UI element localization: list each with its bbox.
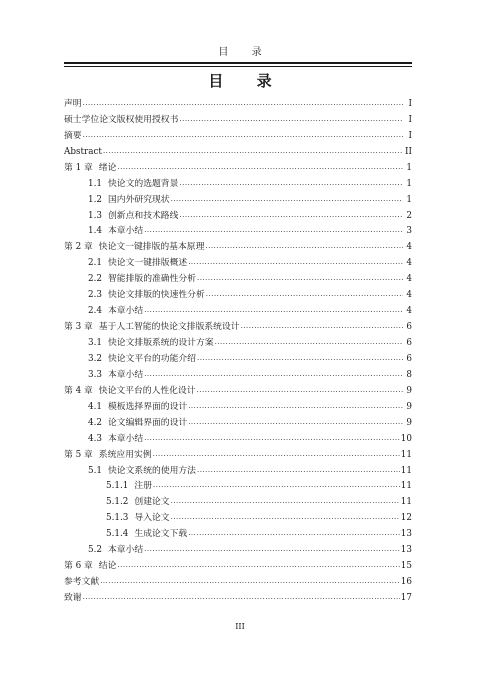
toc-entry[interactable] bbox=[64, 158, 412, 174]
toc-entry-number: 4.3 bbox=[88, 433, 102, 444]
toc-entry-text: 导入论文 bbox=[134, 513, 170, 524]
toc-entry[interactable] bbox=[64, 588, 412, 604]
toc-leader-dots bbox=[215, 337, 403, 348]
toc-entry-label-group bbox=[88, 211, 178, 222]
toc-leader-dots bbox=[188, 257, 403, 268]
toc-entry-number: 第 4 章 bbox=[64, 385, 93, 396]
toc-entry-text: 系统应用实例 bbox=[98, 449, 152, 460]
toc-entry-number: 2.2 bbox=[88, 274, 102, 285]
toc-leader-dots bbox=[197, 273, 403, 284]
toc-entry-label-group bbox=[88, 195, 170, 206]
toc-entry-number: 2.3 bbox=[88, 290, 102, 301]
header-rule-thick bbox=[64, 62, 412, 64]
toc-entry-text: 快论文的选题背景 bbox=[108, 178, 179, 189]
toc-entry-page: 6 bbox=[406, 338, 412, 348]
toc-entry-number: 第 1 章 bbox=[64, 162, 93, 173]
toc-entry-page: 6 bbox=[406, 322, 412, 333]
toc-entry-page: 4 bbox=[406, 290, 412, 301]
toc-entry-page: 4 bbox=[406, 306, 412, 317]
toc-entry[interactable] bbox=[64, 317, 412, 333]
toc-entry-label-group bbox=[64, 322, 240, 333]
toc-entry-label-group bbox=[88, 402, 187, 413]
toc-leader-dots bbox=[117, 560, 399, 571]
toc-entry-label-group bbox=[64, 561, 116, 572]
toc-entry[interactable] bbox=[64, 301, 412, 317]
toc-entry-label-group bbox=[88, 338, 214, 349]
toc-entry-text: 硕士学位论文版权使用授权书 bbox=[64, 114, 179, 125]
toc-leader-dots bbox=[83, 592, 400, 603]
toc-entry[interactable] bbox=[64, 397, 412, 413]
toc-entry[interactable] bbox=[64, 540, 412, 556]
toc-entry-label-group bbox=[88, 370, 143, 381]
toc-entry-label-group bbox=[88, 290, 205, 301]
toc-entry[interactable] bbox=[64, 126, 412, 142]
toc-entry-number: 第 5 章 bbox=[64, 449, 93, 460]
toc-entry[interactable] bbox=[64, 508, 412, 524]
toc-entry-page: I bbox=[408, 130, 412, 141]
toc-entry-page: 4 bbox=[406, 258, 412, 269]
toc-entry[interactable] bbox=[64, 269, 412, 285]
toc-entry-number: 第 6 章 bbox=[64, 561, 93, 572]
toc-leader-dots bbox=[83, 98, 403, 109]
toc-entry[interactable] bbox=[64, 477, 412, 493]
toc-entry[interactable] bbox=[64, 174, 412, 190]
toc-entry[interactable] bbox=[64, 253, 412, 269]
toc-entry-page: 13 bbox=[400, 529, 412, 540]
toc-entry-page: 15 bbox=[400, 561, 412, 572]
toc-leader-dots bbox=[153, 449, 400, 460]
toc-entry-label-group bbox=[88, 418, 187, 429]
toc-entry[interactable] bbox=[64, 333, 412, 349]
toc-leader-dots bbox=[179, 178, 403, 189]
toc-entry-page: I bbox=[408, 98, 412, 109]
toc-entry[interactable] bbox=[64, 190, 412, 206]
toc-leader-dots bbox=[179, 210, 403, 221]
toc-entry-page: 1 bbox=[406, 162, 412, 173]
toc-entry-label-group bbox=[88, 226, 143, 237]
toc-entry-text: 致谢 bbox=[64, 593, 82, 603]
toc-leader-dots bbox=[197, 385, 403, 396]
toc-entry-number: 1.1 bbox=[88, 178, 102, 189]
toc-entry-text: 国内外研究现状 bbox=[108, 194, 170, 205]
toc-leader-dots bbox=[100, 576, 400, 587]
toc-entry-text: 论文编辑界面的设计 bbox=[108, 417, 188, 428]
toc-entry-label-group bbox=[64, 131, 82, 142]
toc-entry-page: I bbox=[408, 114, 412, 125]
toc-entry-text: 摘要 bbox=[64, 130, 82, 141]
toc-leader-dots bbox=[179, 114, 403, 125]
toc-entry[interactable] bbox=[64, 365, 412, 381]
toc-entry-label-group bbox=[88, 466, 196, 477]
toc-entry-label-group bbox=[64, 115, 178, 126]
toc-leader-dots bbox=[153, 480, 400, 491]
toc-entry-number: 1.3 bbox=[88, 210, 102, 221]
toc-entry-number: 2.1 bbox=[88, 258, 102, 269]
toc-entry-page: 11 bbox=[400, 465, 412, 476]
toc-entry-text: 快论文排版系统的设计方案 bbox=[108, 338, 214, 348]
toc-entry-label-group bbox=[64, 147, 102, 158]
toc-entry[interactable] bbox=[64, 237, 412, 253]
toc-entry-text: 结论 bbox=[98, 561, 117, 572]
toc-entry-number: 2.4 bbox=[88, 306, 102, 317]
toc-entry-text: 基于人工智能的快论文排版系统设计 bbox=[98, 322, 240, 333]
toc-entry-text: 本章小结 bbox=[108, 545, 144, 556]
toc-entry-label-group bbox=[88, 274, 196, 285]
toc-title: 目 录 bbox=[208, 72, 286, 90]
toc-entry[interactable] bbox=[64, 206, 412, 222]
toc-entry-label-group bbox=[64, 242, 204, 253]
toc-entry[interactable] bbox=[64, 445, 412, 461]
toc-entry-page: 9 bbox=[406, 417, 412, 428]
toc-leader-dots bbox=[188, 401, 403, 412]
toc-entry-text: 快论文系统的使用方法 bbox=[108, 465, 196, 476]
toc-entry-text: 本章小结 bbox=[108, 433, 144, 444]
toc-entry-page: 6 bbox=[406, 353, 412, 364]
toc-entry-page: 10 bbox=[400, 433, 412, 444]
toc-leader-dots bbox=[144, 225, 403, 236]
toc-entry-label-group bbox=[88, 179, 178, 190]
toc-leader-dots bbox=[144, 369, 403, 380]
toc-entry-text: 声明 bbox=[64, 98, 82, 109]
toc-entry[interactable] bbox=[64, 94, 412, 110]
toc-entry-text: 快论文一键排版的基本原理 bbox=[98, 242, 205, 253]
toc-entry-page: 2 bbox=[406, 210, 412, 221]
toc-leader-dots bbox=[188, 417, 403, 428]
toc-entry[interactable] bbox=[64, 110, 412, 126]
toc-entry-page: 3 bbox=[406, 226, 412, 237]
toc-entry-text: 快论文平台的人性化设计 bbox=[98, 385, 196, 396]
running-header-title: 目 录 bbox=[218, 47, 272, 58]
toc-leader-dots bbox=[144, 433, 400, 444]
toc-entry[interactable] bbox=[64, 524, 412, 540]
toc-entry-text: 生成论文下载 bbox=[134, 529, 188, 540]
toc-entry-text: 本章小结 bbox=[108, 226, 144, 237]
toc-entry-label-group bbox=[106, 481, 152, 492]
toc-entry-label-group bbox=[64, 593, 82, 604]
toc-entry-page: 11 bbox=[400, 449, 412, 460]
toc-entry-page: 9 bbox=[406, 385, 412, 396]
toc-entry-page: II bbox=[405, 146, 412, 157]
toc-entry-number: 5.1.2 bbox=[106, 497, 129, 508]
toc-entry-label-group bbox=[88, 434, 143, 445]
toc-entry-page: 9 bbox=[406, 401, 412, 412]
toc-entry[interactable] bbox=[64, 349, 412, 365]
toc-entry-label-group bbox=[88, 258, 187, 269]
toc-entry-number: 5.1 bbox=[88, 465, 102, 476]
toc-entry-number: 5.1.3 bbox=[106, 513, 129, 524]
header-rule-thin bbox=[64, 66, 412, 67]
toc-entry-label-group bbox=[88, 354, 196, 365]
toc-entry-text: 智能排版的准确性分析 bbox=[108, 274, 196, 285]
toc-entry[interactable] bbox=[64, 429, 412, 445]
toc-leader-dots bbox=[83, 130, 403, 141]
toc-entry[interactable] bbox=[64, 572, 412, 588]
toc-entry-text: Abstract bbox=[64, 146, 102, 157]
toc-leader-dots bbox=[197, 353, 403, 364]
toc-entry-label-group bbox=[64, 386, 196, 397]
toc-entry-label-group bbox=[64, 163, 116, 174]
toc-entry-number: 4.1 bbox=[88, 401, 102, 412]
toc-entry-text: 快论文平台的功能介绍 bbox=[108, 353, 196, 364]
toc-entry-text: 创建论文 bbox=[134, 497, 170, 508]
toc-entry-label-group bbox=[64, 450, 152, 461]
toc-entry-page: 1 bbox=[406, 194, 412, 205]
toc-leader-dots bbox=[206, 289, 403, 300]
toc-leader-dots bbox=[171, 194, 403, 205]
table-of-contents bbox=[64, 94, 412, 604]
toc-entry-number: 3.1 bbox=[88, 338, 102, 348]
toc-entry-page: 11 bbox=[400, 497, 412, 508]
toc-entry[interactable] bbox=[64, 492, 412, 508]
toc-entry-page: 8 bbox=[406, 369, 412, 380]
toc-entry-number: 1.2 bbox=[88, 194, 102, 205]
toc-entry-label-group bbox=[106, 513, 170, 524]
toc-entry-page: 17 bbox=[400, 593, 412, 603]
toc-leader-dots bbox=[144, 544, 400, 555]
toc-leader-dots bbox=[117, 162, 403, 173]
toc-leader-dots bbox=[197, 465, 400, 476]
toc-entry-text: 快论文排版的快速性分析 bbox=[108, 290, 205, 301]
toc-leader-dots bbox=[171, 496, 400, 507]
toc-entry-text: 快论文一键排版概述 bbox=[108, 258, 188, 269]
toc-entry-number: 1.4 bbox=[88, 226, 102, 237]
toc-leader-dots bbox=[241, 321, 403, 332]
toc-leader-dots bbox=[171, 512, 400, 523]
toc-entry-text: 本章小结 bbox=[108, 369, 144, 380]
toc-entry-text: 绪论 bbox=[98, 162, 117, 173]
toc-leader-dots bbox=[205, 241, 403, 252]
toc-leader-dots bbox=[144, 305, 403, 316]
toc-entry[interactable] bbox=[64, 142, 412, 158]
toc-entry-page: 4 bbox=[406, 242, 412, 253]
toc-entry-label-group bbox=[64, 577, 99, 588]
toc-entry-page: 13 bbox=[400, 545, 412, 556]
toc-entry-label-group bbox=[106, 529, 187, 540]
toc-entry[interactable] bbox=[64, 556, 412, 572]
toc-entry[interactable] bbox=[64, 285, 412, 301]
toc-entry-number: 5.1.1 bbox=[106, 481, 129, 492]
toc-entry-text: 模板选择界面的设计 bbox=[108, 401, 188, 412]
toc-entry-page: 12 bbox=[400, 513, 412, 524]
toc-entry-page: 16 bbox=[400, 577, 412, 588]
toc-entry-number: 第 3 章 bbox=[64, 322, 93, 333]
toc-entry-page: 1 bbox=[406, 178, 412, 189]
toc-entry-number: 5.2 bbox=[88, 545, 102, 556]
toc-entry[interactable] bbox=[64, 381, 412, 397]
toc-entry-label-group bbox=[64, 99, 82, 110]
toc-entry-number: 3.3 bbox=[88, 369, 102, 380]
toc-entry-page: 4 bbox=[406, 274, 412, 285]
toc-entry[interactable] bbox=[64, 461, 412, 477]
toc-entry-number: 第 2 章 bbox=[64, 242, 93, 253]
toc-entry-label-group bbox=[88, 306, 143, 317]
toc-leader-dots bbox=[188, 528, 400, 539]
toc-entry-label-group bbox=[106, 497, 170, 508]
toc-entry[interactable] bbox=[64, 413, 412, 429]
toc-entry-text: 本章小结 bbox=[108, 306, 144, 317]
toc-entry-number: 5.1.4 bbox=[106, 529, 129, 540]
toc-leader-dots bbox=[103, 146, 403, 157]
toc-entry-text: 创新点和技术路线 bbox=[108, 210, 179, 221]
toc-entry-number: 3.2 bbox=[88, 353, 102, 364]
toc-entry-text: 参考文献 bbox=[64, 577, 100, 588]
toc-entry[interactable] bbox=[64, 222, 412, 238]
toc-entry-label-group bbox=[88, 545, 143, 556]
page-number: III bbox=[235, 622, 245, 631]
toc-entry-text: 注册 bbox=[134, 481, 152, 492]
toc-entry-number: 4.2 bbox=[88, 417, 102, 428]
toc-entry-page: 11 bbox=[400, 481, 412, 492]
